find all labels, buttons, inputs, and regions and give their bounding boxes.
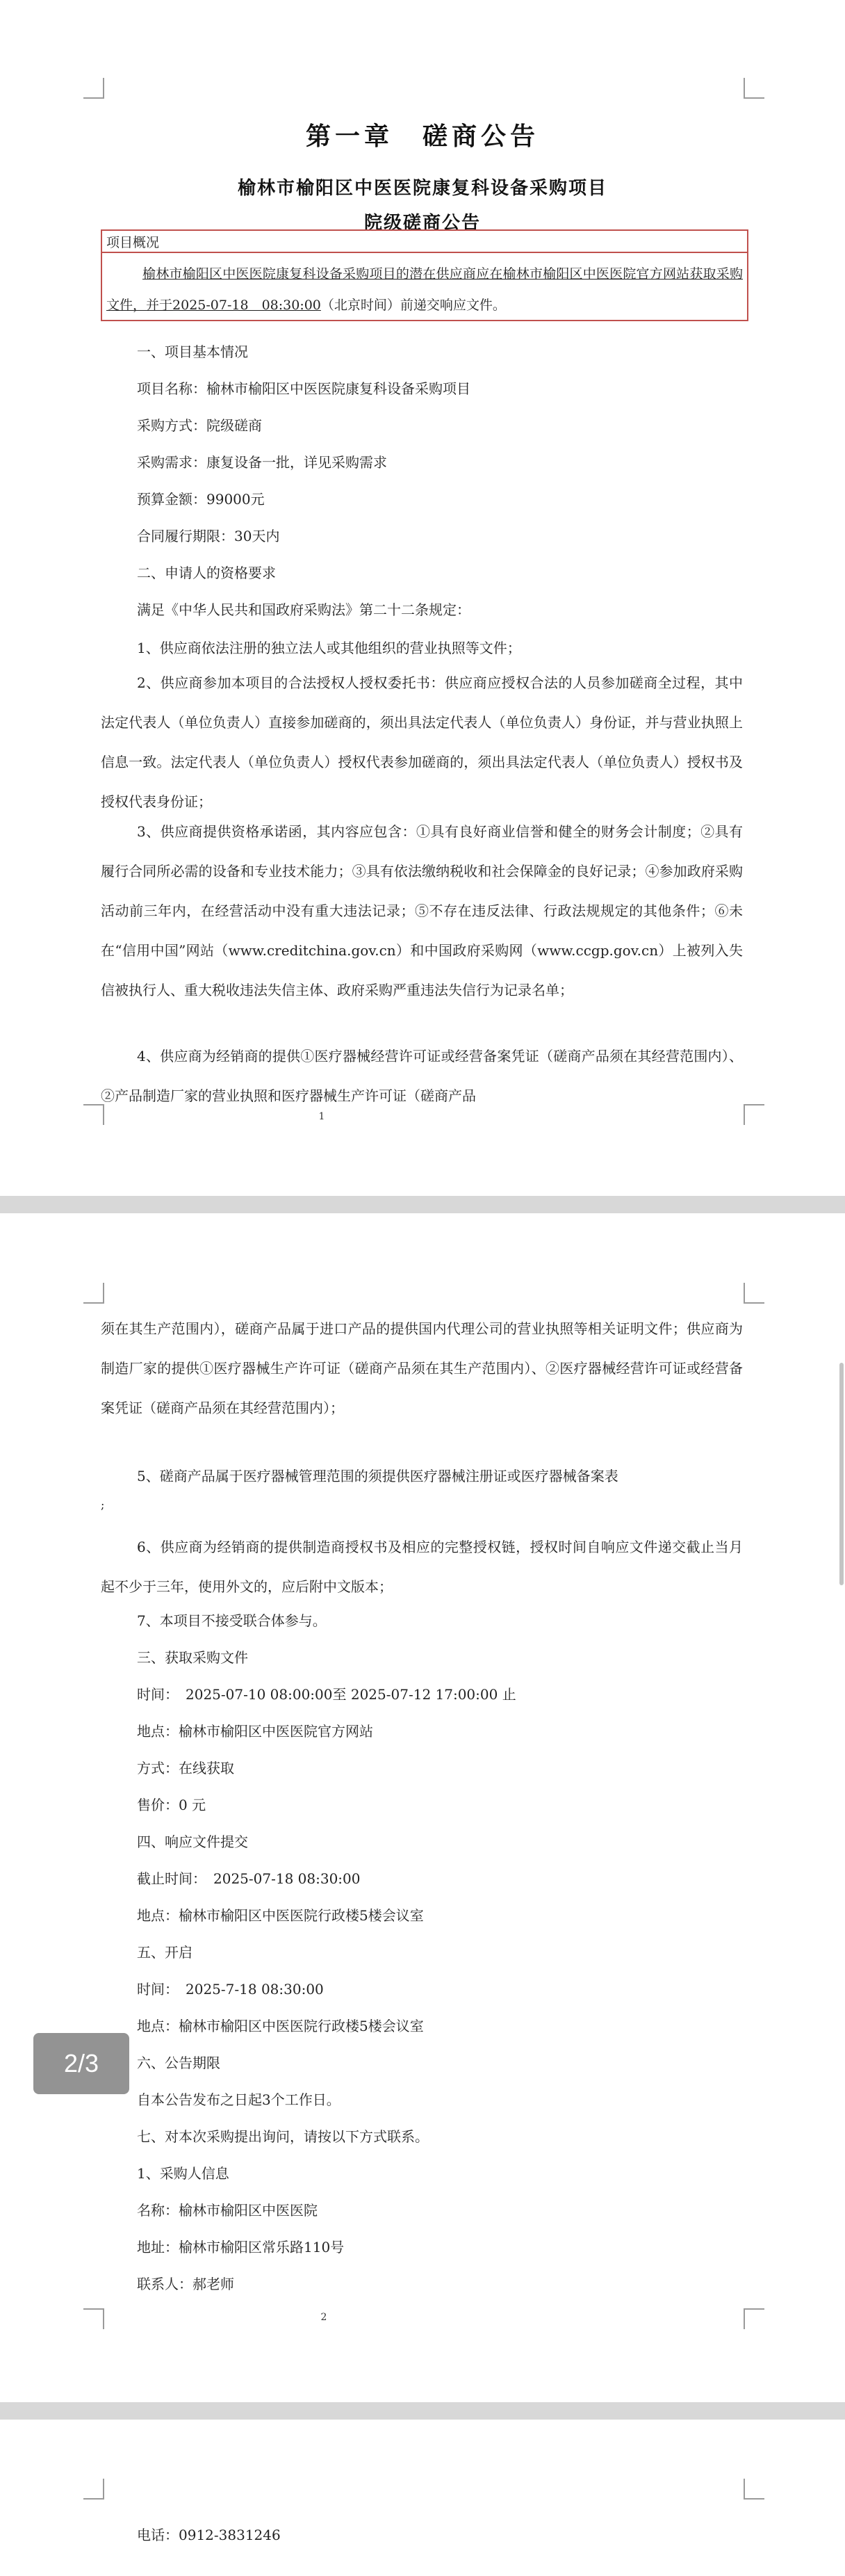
project-overview-box: [101, 229, 748, 321]
buyer-info-heading: 1、采购人信息: [137, 2165, 229, 2182]
crop-mark: [744, 2479, 764, 2500]
page-separator: [0, 1196, 845, 1213]
section-heading: 一、项目基本情况: [137, 343, 248, 360]
document-page-3: [0, 2420, 845, 2576]
buyer-name: 名称：榆林市榆阳区中医医院: [137, 2202, 318, 2219]
budget-amount: 预算金额：99000元: [137, 491, 265, 508]
crop-mark: [83, 78, 104, 99]
chapter-title: 第一章 磋商公告: [305, 122, 539, 151]
section-heading: 六、公告期限: [137, 2055, 220, 2071]
buyer-address: 地址：榆林市榆阳区常乐路110号: [137, 2239, 345, 2255]
requirement-6: 6、供应商为经销商的提供制造商授权书及相应的完整授权链，授权时间自响应文件递交截止当月起不少于三年，使用外文的，应后附中文版本；: [101, 1539, 743, 1595]
procurement-need: 采购需求：康复设备一批，详见采购需求: [137, 454, 387, 471]
section-heading: 二、申请人的资格要求: [137, 565, 276, 581]
section-heading: 七、对本次采购提出询问，请按以下方式联系。: [137, 2128, 429, 2145]
overview-text: [106, 259, 743, 321]
requirement-2: 2、供应商参加本项目的合法授权人授权委托书：供应商应授权合法的人员参加磋商全过程，其中法定代表人（单位负责人）直接参加磋商的，须出具法定代表人（单位负责人）身份证，并与营业执照上信息一致。法定代表人（单位负责人）授权代表参加磋商的，须出具法定代表人（单位负责人）授权书及授权代表身份证；: [101, 674, 743, 810]
requirement-7: 7、本项目不接受联合体参与。: [137, 1612, 327, 1629]
obtain-place: 地点：榆林市榆阳区中医医院官方网站: [137, 1723, 373, 1740]
contract-period: 合同履行期限：30天内: [137, 528, 280, 544]
page-number: 2: [320, 2312, 327, 2323]
opening-time: 时间： 2025-7-18 08:30:00: [137, 1981, 324, 1998]
requirement-5-mark: ;: [101, 1498, 105, 1512]
project-name: 项目名称：榆林市榆阳区中医医院康复科设备采购项目: [137, 380, 470, 397]
document-price: 售价：0 元: [137, 1797, 206, 1813]
overview-text-part: 获取采购文件，并于: [106, 266, 743, 313]
overview-heading: 项目概况: [102, 231, 747, 253]
page-indicator-badge: 2/3: [33, 2033, 129, 2094]
requirement-5: 5、磋商产品属于医疗器械管理范围的须提供医疗器械注册证或医疗器械备案表: [137, 1468, 618, 1484]
section-heading: 四、响应文件提交: [137, 1833, 248, 1850]
overview-website: 榆林市榆阳区中医医院官方网站: [502, 266, 690, 282]
buyer-contact: 联系人：郝老师: [137, 2276, 234, 2292]
submission-place: 地点：榆林市榆阳区中医医院行政楼5楼会议室: [137, 1907, 424, 1924]
submission-deadline: 截止时间： 2025-07-18 08:30:00: [137, 1870, 361, 1887]
obtain-method: 方式：在线获取: [137, 1760, 234, 1776]
overview-text-part: （北京时间）前递交响应文件。: [320, 298, 506, 313]
crop-mark: [83, 2479, 104, 2500]
document-page-1: [0, 0, 845, 1196]
requirement-4-continued: 须在其生产范围内），磋商产品属于进口产品的提供国内代理公司的营业执照等相关证明文件；供应商为制造厂家的提供①医疗器械生产许可证（磋商产品须在其生产范围内）、②医疗器械经营许可证或经营备案凭证（磋商产品须在其经营范围内）；: [101, 1320, 743, 1416]
crop-mark: [744, 1283, 764, 1304]
crop-mark: [83, 1283, 104, 1304]
page-number: 1: [318, 1111, 325, 1122]
procurement-method: 采购方式：院级磋商: [137, 417, 262, 434]
scrollbar-thumb[interactable]: [839, 1363, 844, 1585]
overview-deadline: 2025-07-18 08:30:00: [172, 298, 321, 313]
law-intro: 满足《中华人民共和国政府采购法》第二十二条规定：: [137, 601, 470, 618]
section-heading: 五、开启: [137, 1944, 192, 1961]
crop-mark: [83, 2308, 104, 2329]
overview-text-part: 榆林市榆阳区中医医院康复科设备采购项目的潜在供应商应在: [142, 266, 503, 282]
notice-period: 自本公告发布之日起3个工作日。: [137, 2091, 341, 2108]
opening-place: 地点：榆林市榆阳区中医医院行政楼5楼会议室: [137, 2018, 424, 2034]
obtain-time: 时间： 2025-07-10 08:00:00至 2025-07-12 17:00:00 止: [137, 1686, 516, 1703]
section-heading: 三、获取采购文件: [137, 1649, 248, 1666]
buyer-phone: 电话：0912-3831246: [137, 2527, 281, 2543]
notice-title: 院级磋商公告: [363, 213, 481, 234]
project-title: 榆林市榆阳区中医医院康复科设备采购项目: [237, 178, 607, 199]
page-separator: [0, 2402, 845, 2420]
crop-mark: [744, 1104, 764, 1125]
requirement-1: 1、供应商依法注册的独立法人或其他组织的营业执照等文件；: [137, 640, 521, 656]
crop-mark: [744, 2308, 764, 2329]
requirement-4: 4、供应商为经销商的提供①医疗器械经营许可证或经营备案凭证（磋商产品须在其经营范围内）、②产品制造厂家的营业执照和医疗器械生产许可证（磋商产品: [101, 1048, 743, 1104]
document-page-2: [0, 1213, 845, 2402]
requirement-3: 3、供应商提供资格承诺函，其内容应包含：①具有良好商业信誉和健全的财务会计制度；②具有履行合同所必需的设备和专业技术能力；③具有依法缴纳税收和社会保障金的良好记录；④参加政府采购活动前三年内，在经营活动中没有重大违法记录；⑤不存在违反法律、行政法规规定的其他条件；⑥未在“信用中国”网站（www.creditchina.gov.cn）和中国政府采购网（www.ccgp.gov.cn）上被列入失信被执行人、重大税收违法失信主体、政府采购严重违法失信行为记录名单；: [101, 823, 743, 998]
crop-mark: [744, 78, 764, 99]
